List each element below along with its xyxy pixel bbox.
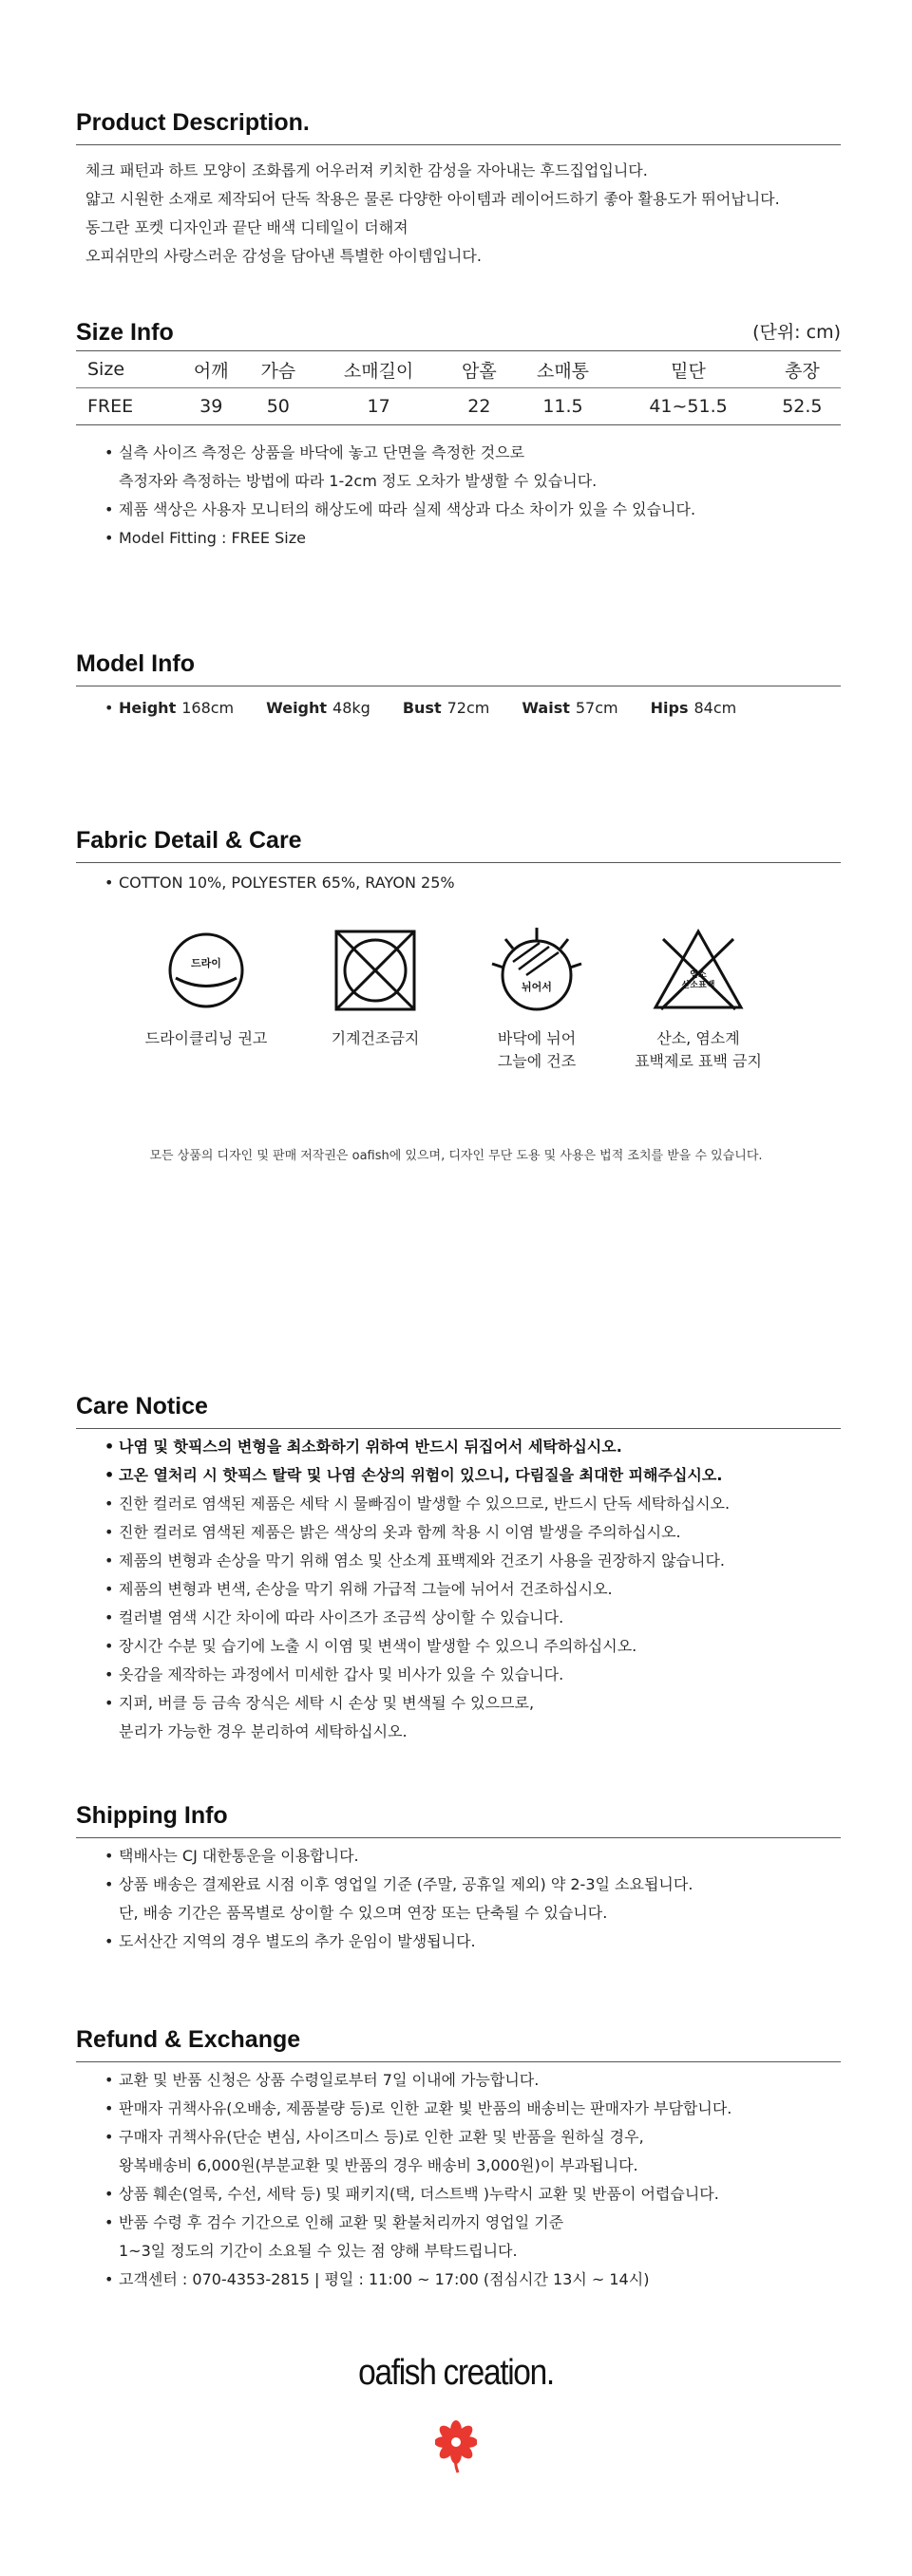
- no-bleach-symbol-text: 염소 산소표백: [681, 970, 715, 990]
- shipping-list: [76, 1842, 841, 1956]
- care-notice-item: • 고온 열처리 시 핫픽스 탈락 및 나염 손상의 위험이 있으니, 다림질을 최대한 피해주십시오.: [119, 1461, 841, 1490]
- care-icon-caption: 기계건조금지: [331, 1029, 420, 1047]
- model-info-section: [76, 648, 841, 723]
- refund-item: • 고객센터 : 070-4353-2815 | 평일 : 11:00 ~ 17:00 (점심시간 13시 ~ 14시): [119, 2266, 841, 2294]
- fabric-care-section: [76, 824, 841, 897]
- no-bleach-icon: [646, 926, 750, 1016]
- size-header-cell: Size: [76, 351, 178, 388]
- flat-dry-symbol-text: 뉘어서: [522, 981, 552, 993]
- refund-list: [76, 2066, 841, 2294]
- model-label: Hips: [650, 699, 689, 717]
- brand-logo-text: oafish creation.: [358, 2353, 554, 2393]
- divider: [76, 1428, 841, 1429]
- shipping-item: 단, 배송 기간은 품목별로 상이할 수 있으며 연장 또는 단축될 수 있습니다.: [119, 1904, 608, 1922]
- size-unit-label: (단위: cm): [752, 322, 841, 343]
- shipping-item: • 상품 배송은 결제완료 시점 이후 영업일 기준 (주말, 공휴일 제외) 약 2-3일 소요됩니다.: [119, 1871, 841, 1899]
- care-notice-item: • 나염 및 핫픽스의 변형을 최소화하기 위하여 반드시 뒤집어서 세탁하십시오.: [119, 1433, 841, 1461]
- model-value: 168cm: [181, 699, 235, 717]
- size-value-cell: 22: [446, 388, 513, 425]
- care-notice-item: • 진한 컬러로 염색된 제품은 밝은 색상의 옷과 함께 착용 시 이염 발생을 주의하십시오.: [119, 1518, 841, 1547]
- care-icon-dry-clean: [125, 926, 287, 1050]
- size-value-cell: 52.5: [764, 388, 841, 425]
- section-title: Fabric Detail & Care: [76, 827, 302, 854]
- size-notes: [76, 439, 841, 553]
- care-icon-no-bleach: [618, 926, 779, 1073]
- size-header-cell: 가슴: [245, 351, 313, 388]
- care-notice-item: • 제품의 변형과 변색, 손상을 막기 위해 가급적 그늘에 뉘어서 건조하십시오.: [119, 1575, 841, 1604]
- size-header-cell: 소매길이: [312, 351, 446, 388]
- refund-item: • 반품 수령 후 검수 기간으로 인해 교환 및 환불처리까지 영업일 기준: [119, 2209, 841, 2237]
- size-info-section: [76, 316, 841, 553]
- divider: [76, 1837, 841, 1838]
- model-value: 57cm: [575, 699, 618, 717]
- size-value-cell: 11.5: [513, 388, 614, 425]
- product-description-section: [76, 106, 841, 271]
- description-line: 동그란 포켓 디자인과 끝단 배색 디테일이 더해져: [86, 218, 408, 236]
- model-label: Weight: [266, 699, 328, 717]
- size-info-header: [76, 316, 841, 348]
- size-value-cell: 50: [245, 388, 313, 425]
- refund-item: 1~3일 정도의 기간이 소요될 수 있는 점 양해 부탁드립니다.: [119, 2242, 518, 2260]
- model-label: Height: [119, 699, 177, 717]
- description-text: [86, 157, 841, 271]
- description-line: 오피쉬만의 사랑스러운 감성을 담아낸 특별한 아이템입니다.: [86, 247, 482, 265]
- dry-clean-symbol-text: 드라이: [191, 957, 221, 969]
- fabric-composition: [76, 869, 841, 897]
- care-notice-item: • 제품의 변형과 손상을 막기 위해 염소 및 산소계 표백제와 건조기 사용을 권장하지 않습니다.: [119, 1547, 841, 1575]
- size-header-cell: 암홀: [446, 351, 513, 388]
- size-note: • 제품 색상은 사용자 모니터의 해상도에 따라 실제 색상과 다소 차이가 있을 수 있습니다.: [119, 496, 841, 524]
- copyright-notice: 모든 상품의 디자인 및 판매 저작권은 oafish에 있으며, 디자인 무단 도용 및 사용은 법적 조치를 받을 수 있습니다.: [149, 1149, 763, 1163]
- fabric-composition-text: • COTTON 10%, POLYESTER 65%, RAYON 25%: [119, 869, 841, 897]
- refund-item: 왕복배송비 6,000원(부분교환 및 반품의 경우 배송비 3,000원)이 부과됩니다.: [119, 2156, 638, 2174]
- divider: [76, 2061, 841, 2062]
- size-value-cell: FREE: [76, 388, 178, 425]
- dry-clean-icon: [154, 926, 258, 1016]
- description-line: 체크 패턴과 하트 모양이 조화롭게 어우러져 키치한 감성을 자아내는 후드집업입니다.: [86, 161, 648, 179]
- section-title: Product Description.: [76, 109, 310, 136]
- divider: [76, 862, 841, 863]
- size-note: 측정자와 측정하는 방법에 따라 1-2cm 정도 오차가 발생할 수 있습니다.: [119, 472, 598, 490]
- flower-logo-icon: [435, 2419, 477, 2474]
- size-note: • 실측 사이즈 측정은 상품을 바닥에 놓고 단면을 측정한 것으로: [119, 439, 841, 467]
- size-table-row: [76, 388, 841, 425]
- care-notice-item: • 지퍼, 버클 등 금속 장식은 세탁 시 손상 및 변색될 수 있으므로,: [119, 1689, 841, 1718]
- size-header-cell: 밑단: [613, 351, 763, 388]
- size-value-cell: 41~51.5: [613, 388, 763, 425]
- section-title: Shipping Info: [76, 1802, 228, 1829]
- caption-line: 표백제로 표백 금지: [635, 1052, 762, 1070]
- divider: [76, 144, 841, 145]
- care-notice-list: [76, 1433, 841, 1746]
- refund-item: • 교환 및 반품 신청은 상품 수령일로부터 7일 이내에 가능합니다.: [119, 2066, 841, 2095]
- refund-item: • 상품 훼손(얼룩, 수선, 세탁 등) 및 패키지(택, 더스트백 )누락시 교환 및 반품이 어렵습니다.: [119, 2180, 841, 2209]
- size-table: [76, 351, 841, 425]
- care-notice-item: • 진한 컬러로 염색된 제품은 세탁 시 물빠짐이 발생할 수 있으므로, 반드시 단독 세탁하십시오.: [119, 1490, 841, 1518]
- care-icon-no-tumble-dry: [294, 926, 456, 1050]
- shipping-item: • 택배사는 CJ 대한통운을 이용합니다.: [119, 1842, 841, 1871]
- refund-item: • 구매자 귀책사유(단순 변심, 사이즈미스 등)로 인한 교환 및 반품을 원하실 경우,: [119, 2123, 841, 2152]
- care-notice-item: • 옷감을 제작하는 과정에서 미세한 갑사 및 비사가 있을 수 있습니다.: [119, 1661, 841, 1689]
- care-notice-section: [76, 1390, 841, 1746]
- model-measurements: [119, 694, 841, 723]
- size-note: • Model Fitting : FREE Size: [119, 524, 841, 553]
- size-header-cell: 어깨: [178, 351, 245, 388]
- care-notice-item: • 장시간 수분 및 습기에 노출 시 이염 및 변색이 발생할 수 있으니 주의하십시오.: [119, 1632, 841, 1661]
- size-table-header-row: [76, 351, 841, 388]
- caption-line: 바닥에 뉘어: [497, 1029, 577, 1047]
- description-line: 얇고 시원한 소재로 제작되어 단독 착용은 물론 다양한 아이템과 레이어드하기 좋아 활용도가 뛰어납니다.: [86, 190, 780, 208]
- section-title: Care Notice: [76, 1393, 208, 1420]
- model-label: Waist: [522, 699, 570, 717]
- care-icon-flat-dry-shade: [456, 926, 618, 1073]
- shipping-item: • 도서산간 지역의 경우 별도의 추가 운임이 발생됩니다.: [119, 1927, 841, 1956]
- caption-line: 그늘에 건조: [497, 1052, 577, 1070]
- flat-dry-shade-icon: [484, 926, 589, 1016]
- size-value-cell: 39: [178, 388, 245, 425]
- section-title: Model Info: [76, 650, 195, 677]
- size-header-cell: 총장: [764, 351, 841, 388]
- no-tumble-dry-icon: [323, 926, 428, 1016]
- section-title: Refund & Exchange: [76, 2026, 301, 2053]
- shipping-info-section: [76, 1799, 841, 1956]
- care-icon-caption: [618, 1027, 779, 1073]
- model-value: 72cm: [446, 699, 490, 717]
- care-icons: [142, 926, 808, 1068]
- size-header-cell: 소매통: [513, 351, 614, 388]
- model-value: 84cm: [694, 699, 737, 717]
- care-notice-item: • 컬러별 염색 시간 차이에 따라 사이즈가 조금씩 상이할 수 있습니다.: [119, 1604, 841, 1632]
- refund-exchange-section: [76, 2023, 841, 2294]
- care-icon-caption: [456, 1027, 618, 1073]
- caption-line: 산소, 염소계: [656, 1029, 740, 1047]
- size-value-cell: 17: [312, 388, 446, 425]
- model-label: Bust: [402, 699, 442, 717]
- refund-item: • 판매자 귀책사유(오배송, 제품불량 등)로 인한 교환 빛 반품의 배송비는 판매자가 부담합니다.: [119, 2095, 841, 2123]
- section-title: Size Info: [76, 319, 174, 346]
- care-notice-item: 분리가 가능한 경우 분리하여 세탁하십시오.: [119, 1722, 408, 1740]
- care-icon-caption: 드라이클리닝 권고: [144, 1029, 268, 1047]
- model-value: 48kg: [332, 699, 370, 717]
